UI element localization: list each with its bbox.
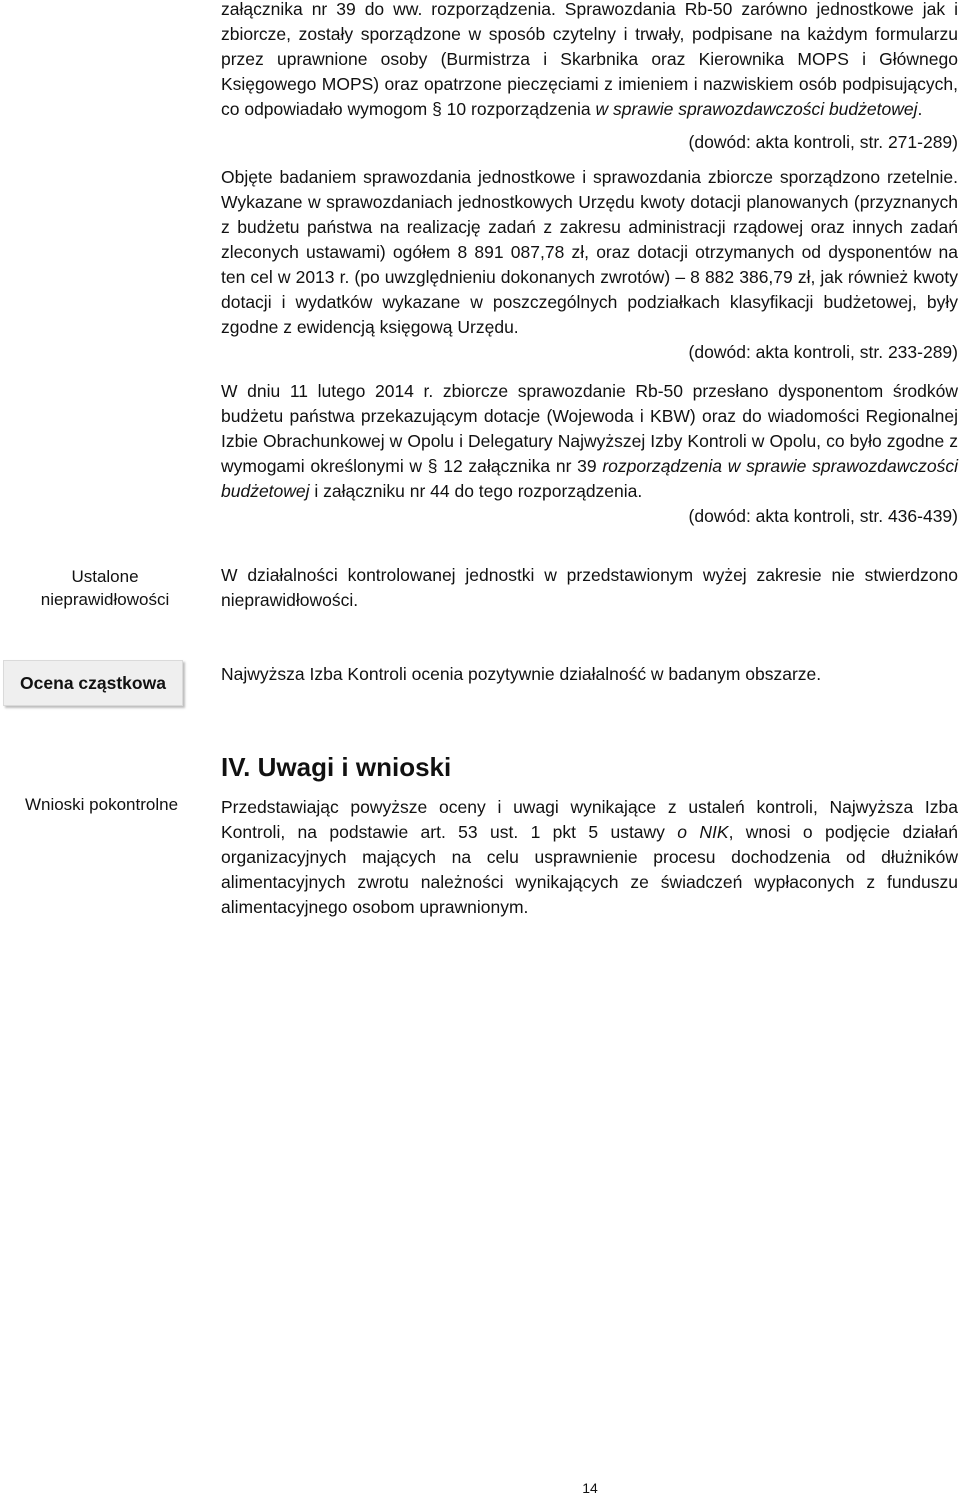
evidence-reference-1: (dowód: akta kontroli, str. 271-289) — [688, 132, 958, 152]
evidence-reference-2: (dowód: akta kontroli, str. 233-289) — [688, 342, 958, 362]
regulation-title-italic: w sprawie sprawozdawczości budżetowej — [595, 99, 918, 119]
side-label-recommendations: Wnioski pokontrolne — [24, 795, 179, 814]
paragraph-reports-reliability: Objęte badaniem sprawozdania jednostkowe i sprawozdania zbiorcze sporządzono rzetelnie. Wykazane w sprawozdaniach jednostkowych Urzędu kwoty dotacji planowanych (przyznanych z budżetu państwa na realizację zadań z zakresu administracji rządowej oraz innych zadań zleconych ustawami) ogółem 8 891 087,78 zł, oraz dotacji otrzymanych od dysponentów na ten cel w 2013 r. (po uwzględnieniu dokonanych zwrotów) – 8 882 386,79 zł, jak również kwoty dotacji i wydatków wykazane w poszczególnych podziałkach klasyfikacji budżetowej, były zgodne z ewidencją księgową Urzędu. — [221, 167, 958, 337]
page-number: 14 — [582, 1480, 598, 1496]
irregularities-text: W działalności kontrolowanej jednostki w przedstawionym wyżej zakresie nie stwierdzono nieprawidłowości. — [221, 565, 958, 610]
assessment-label-box: Ocena cząstkowa — [3, 660, 183, 706]
side-label-irregularities: Ustalone nieprawidłowości — [40, 567, 170, 609]
findings-section — [221, 0, 958, 529]
section-heading: IV. Uwagi i wnioski — [221, 752, 452, 782]
act-name-italic: o NIK — [677, 822, 729, 842]
assessment-text: Najwyższa Izba Kontroli ocenia pozytywnie działalność w badanym obszarze. — [221, 664, 822, 684]
paragraph-report-submission: W dniu 11 lutego 2014 r. zbiorcze sprawozdanie Rb-50 przesłano dysponentom środków budżetu państwa przekazującym dotacje (Wojewoda i KBW) oraz do wiadomości Regionalnej Izbie Obrachunkowej w Opolu i Delegatury Najwyższej Izby Kontroli w Opolu, co było zgodne z wymogami określonymi w § 12 załącznika nr 39 rozporządzenia w sprawie sprawozdawczości budżetowej i załączniku nr 44 do tego rozporządzenia. — [221, 381, 958, 501]
evidence-reference-3: (dowód: akta kontroli, str. 436-439) — [688, 506, 958, 526]
regulation-title-italic: rozporządzenia w sprawie sprawozdawczości budżetowej — [221, 456, 958, 501]
paragraph-report-signatures: załącznika nr 39 do ww. rozporządzenia. Sprawozdania Rb-50 zarówno jednostkowe jak i zbiorcze, zostały sporządzone w sposób czytelny i trwały, podpisane na każdym formularzu przez uprawnione osoby (Burmistrza i Skarbnika oraz Kierownika MOPS i Głównego Księgowego MOPS) oraz opatrzone pieczęciami z imieniem i nazwiskiem osób podpisujących, co odpowiadało wymogom § 10 rozporządzenia w sprawie sprawozdawczości budżetowej. — [221, 0, 958, 119]
recommendations-text: Przedstawiając powyższe oceny i uwagi wynikające z ustaleń kontroli, Najwyższa Izba Kontroli, na podstawie art. 53 ust. 1 pkt 5 ustawy o NIK, wnosi o podjęcie działań organizacyjnych mających na celu usprawnienie procesu dochodzenia od dłużników alimentacyjnych zwrotu należności wynikających ze świadczeń wypłaconych z funduszu alimentacyjnego osobom uprawnionym. — [221, 797, 958, 917]
